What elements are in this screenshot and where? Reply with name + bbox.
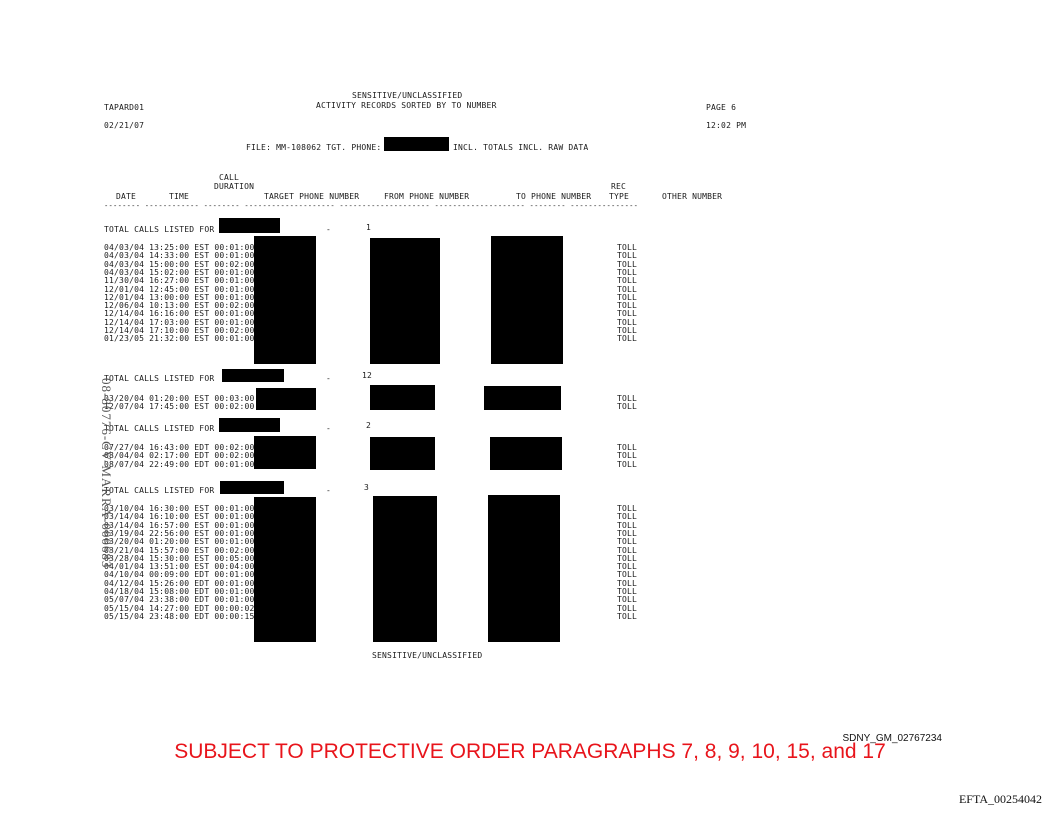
rec-type-cell: TOLL <box>617 578 638 588</box>
rec-type-cell: TOLL <box>617 267 638 277</box>
file-suffix: INCL. TOTALS INCL. RAW DATA <box>453 143 589 152</box>
redaction-block <box>491 236 563 364</box>
rec-type-cell: TOLL <box>617 553 638 563</box>
rec-type-cell: TOLL <box>617 504 638 513</box>
report-title: ACTIVITY RECORDS SORTED BY TO NUMBER <box>316 101 497 110</box>
page-number: PAGE 6 <box>706 103 737 112</box>
col-time: TIME <box>169 192 190 201</box>
redaction-block <box>254 236 316 364</box>
redaction-block <box>373 496 437 642</box>
call-record-row: 12/01/04 12:45:00 EST 00:01:00 <box>104 284 255 294</box>
redaction-block <box>219 418 280 432</box>
redaction-block <box>370 437 435 470</box>
redaction-block <box>254 497 316 642</box>
col-call: CALL <box>219 173 240 182</box>
redaction-block <box>488 495 560 642</box>
bates-number: SDNY_GM_02767234 <box>842 733 942 744</box>
call-record-row: 01/23/05 21:32:00 EST 00:01:00 <box>104 334 255 344</box>
rec-type-cell: TOLL <box>617 587 638 596</box>
group-total-label: TOTAL CALLS LISTED FOR <box>104 225 215 234</box>
rec-type-cell: TOLL <box>617 317 638 327</box>
group-count: 3 <box>364 483 370 492</box>
call-record-row: 05/07/04 23:38:00 EDT 00:01:00 <box>104 595 255 605</box>
call-record-row: 07/27/04 16:43:00 EDT 00:02:00 <box>104 443 255 452</box>
call-record-row: 05/15/04 14:27:00 EDT 00:00:02 <box>104 603 255 613</box>
rec-type-cell: TOLL <box>617 276 638 286</box>
separator-dash: - <box>326 486 332 495</box>
call-record-row: 12/14/04 17:03:00 EST 00:01:00 <box>104 317 255 327</box>
rec-type-cell: TOLL <box>617 545 638 555</box>
call-record-row: 04/10/04 00:09:00 EDT 00:01:00 <box>104 570 255 580</box>
call-record-row: 03/19/04 22:56:00 EST 00:01:00 <box>104 528 255 538</box>
report-date: 02/21/07 <box>104 121 145 130</box>
rec-type-cell: TOLL <box>617 570 638 580</box>
rec-type-cell: TOLL <box>617 243 638 252</box>
call-record-row: 12/06/04 10:13:00 EST 00:02:00 <box>104 301 255 311</box>
call-record-row: 03/10/04 16:30:00 EST 00:01:00 <box>104 504 255 513</box>
group-total-label: TOTAL CALLS LISTED FOR <box>104 374 215 383</box>
call-record-row: 08/07/04 22:49:00 EDT 00:01:00 <box>104 459 255 469</box>
rec-type-cell: TOLL <box>617 611 638 621</box>
rec-type-cell: TOLL <box>617 512 638 522</box>
col-other: OTHER NUMBER <box>662 192 723 201</box>
rec-type-cell: TOLL <box>617 443 638 452</box>
rec-type-cell: TOLL <box>617 309 638 319</box>
efta-number: EFTA_00254042 <box>958 792 1042 806</box>
col-to: TO PHONE NUMBER <box>516 192 592 201</box>
rec-type-cell: TOLL <box>617 520 638 530</box>
call-record-row: 04/18/04 15:08:00 EDT 00:01:00 <box>104 587 255 596</box>
redaction-block <box>490 437 562 470</box>
rec-type-cell: TOLL <box>617 326 638 335</box>
file-label: FILE: MM-108062 TGT. PHONE: <box>246 143 382 152</box>
report-time: 12:02 PM <box>706 121 747 130</box>
rec-type-cell: TOLL <box>617 251 638 261</box>
redaction-target-phone <box>384 137 449 151</box>
rec-type-cell: TOLL <box>617 402 638 412</box>
rec-type-cell: TOLL <box>617 284 638 294</box>
rec-type-cell: TOLL <box>617 292 638 302</box>
call-record-row: 12/07/04 17:45:00 EST 00:02:00 <box>104 402 255 412</box>
header-rule: -------- ------------ -------- -------------------- -------------------- -------------------- -------- --------------- <box>104 201 639 210</box>
call-record-row: 03/21/04 15:57:00 EST 00:02:00 <box>104 545 255 555</box>
separator-dash: - <box>326 225 332 234</box>
rec-type-cell: TOLL <box>617 334 638 344</box>
redaction-block <box>219 218 280 233</box>
col-date: DATE <box>116 192 137 201</box>
rec-type-cell: TOLL <box>617 603 638 613</box>
protective-order-notice: SUBJECT TO PROTECTIVE ORDER PARAGRAPHS 7, 8, 9, 10, 15, and 17 <box>174 740 886 763</box>
col-from: FROM PHONE NUMBER <box>384 192 470 201</box>
group-total-label: TOTAL CALLS LISTED FOR <box>104 486 215 495</box>
call-record-row: 03/14/04 16:10:00 EST 00:01:00 <box>104 512 255 522</box>
call-record-row: 11/30/04 16:27:00 EST 00:01:00 <box>104 276 255 286</box>
call-record-row: 04/03/04 15:02:00 EST 00:01:00 <box>104 267 255 277</box>
group-count: 1 <box>366 223 372 232</box>
rec-type-cell: TOLL <box>617 537 638 547</box>
rec-type-cell: TOLL <box>617 451 638 461</box>
redaction-block <box>222 369 284 382</box>
col-duration: DURATION <box>214 182 255 191</box>
redaction-block <box>254 436 316 469</box>
call-record-row: 12/14/04 17:10:00 EST 00:02:00 <box>104 326 255 335</box>
classification-header: SENSITIVE/UNCLASSIFIED <box>352 91 463 100</box>
call-record-row: 12/14/04 16:16:00 EST 00:01:00 <box>104 309 255 319</box>
group-count: 2 <box>366 421 372 430</box>
rec-type-cell: TOLL <box>617 528 638 538</box>
group-total-label: TOTAL CALLS LISTED FOR <box>104 424 215 433</box>
col-type: TYPE <box>609 192 630 201</box>
rec-type-cell: TOLL <box>617 259 638 269</box>
col-target: TARGET PHONE NUMBER <box>264 192 360 201</box>
separator-dash: - <box>326 424 332 433</box>
rec-type-cell: TOLL <box>617 595 638 605</box>
redaction-block <box>256 388 316 410</box>
call-record-row: 03/20/04 01:20:00 EST 00:03:00 <box>104 394 255 403</box>
call-record-row: 03/20/04 01:20:00 EST 00:01:00 <box>104 537 255 547</box>
call-record-row: 03/28/04 15:30:00 EST 00:05:00 <box>104 553 255 563</box>
redaction-block <box>370 385 435 410</box>
redaction-block <box>220 481 284 494</box>
call-record-row: 04/03/04 15:00:00 EST 00:02:00 <box>104 259 255 269</box>
call-record-row: 12/01/04 13:00:00 EST 00:01:00 <box>104 292 255 302</box>
separator-dash: - <box>326 374 332 383</box>
rec-type-cell: TOLL <box>617 394 638 403</box>
call-record-row: 04/03/04 13:25:00 EST 00:01:00 <box>104 243 255 252</box>
rec-type-cell: TOLL <box>617 562 638 572</box>
call-record-row: 04/12/04 15:26:00 EDT 00:01:00 <box>104 578 255 588</box>
side-bates-stamp: 08-80776-CV-MARRA-000683 <box>99 378 114 569</box>
redaction-block <box>370 238 440 364</box>
call-record-row: 08/04/04 02:17:00 EDT 00:02:00 <box>104 451 255 461</box>
col-rec: REC <box>611 182 627 191</box>
classification-footer: SENSITIVE/UNCLASSIFIED <box>372 651 483 660</box>
call-record-row: 04/03/04 14:33:00 EST 00:01:00 <box>104 251 255 261</box>
group-count: 12 <box>362 371 373 380</box>
report-id: TAPARD01 <box>104 103 145 112</box>
rec-type-cell: TOLL <box>617 301 638 311</box>
call-record-row: 05/15/04 23:48:00 EDT 00:00:15 <box>104 611 255 621</box>
redaction-block <box>484 386 561 410</box>
rec-type-cell: TOLL <box>617 459 638 469</box>
call-record-row: 03/14/04 16:57:00 EST 00:01:00 <box>104 520 255 530</box>
call-record-row: 04/01/04 13:51:00 EST 00:04:00 <box>104 562 255 572</box>
